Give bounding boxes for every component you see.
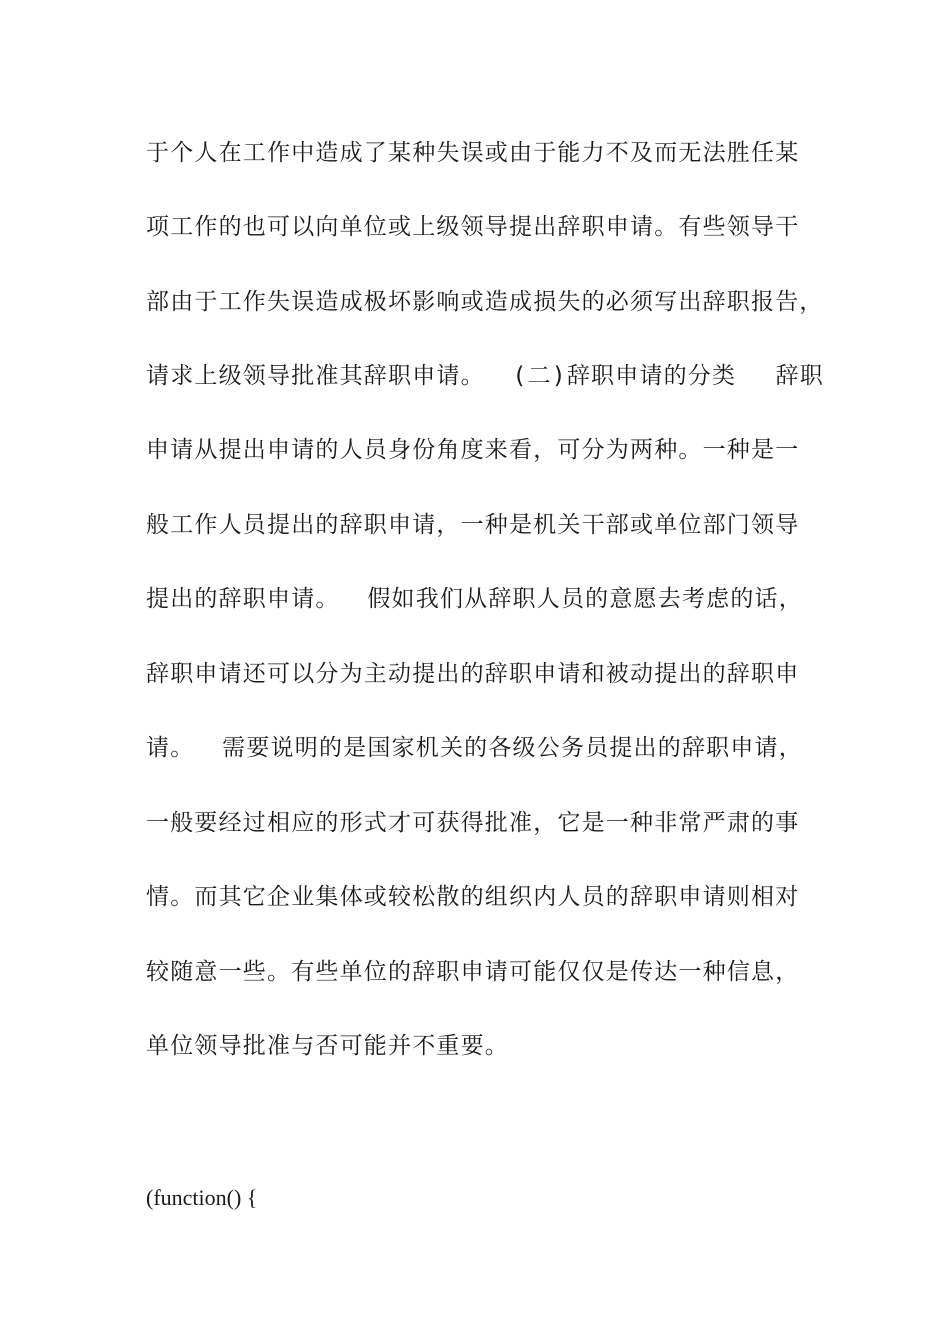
paragraph-line-5: 申请从提出申请的人员身份角度来看，可分为两种。一种是一 — [146, 437, 800, 463]
paragraph-line-8: 辞职申请还可以分为主动提出的辞职申请和被动提出的辞职申 — [146, 661, 800, 687]
paragraph-line-4: 请求上级领导批准其辞职申请。 (二)辞职申请的分类 辞职 — [146, 363, 824, 389]
paragraph-line-7: 提出的辞职申请。 假如我们从辞职人员的意愿去考虑的话， — [146, 586, 803, 612]
paragraph-line-3: 部由于工作失误造成极坏影响或造成损失的必须写出辞职报告， — [146, 289, 824, 315]
paragraph-line-9: 请。 需要说明的是国家机关的各级公务员提出的辞职申请， — [146, 735, 803, 761]
paragraph-line-2: 项工作的也可以向单位或上级领导提出辞职申请。有些领导干 — [146, 214, 800, 240]
paragraph-line-13: 单位领导批准与否可能并不重要。 — [146, 1033, 509, 1059]
code-snippet-line: (function() { — [146, 1185, 258, 1210]
paragraph-line-12: 较随意一些。有些单位的辞职申请可能仅仅是传达一种信息， — [146, 959, 800, 985]
paragraph-line-10: 一般要经过相应的形式才可获得批准，它是一种非常严肃的事 — [146, 810, 800, 836]
paragraph-line-6: 般工作人员提出的辞职申请，一种是机关干部或单位部门领导 — [146, 512, 800, 538]
paragraph-line-1: 于个人在工作中造成了某种失误或由于能力不及而无法胜任某 — [146, 140, 800, 166]
paragraph-line-11: 情。而其它企业集体或较松散的组织内人员的辞职申请则相对 — [146, 884, 800, 910]
